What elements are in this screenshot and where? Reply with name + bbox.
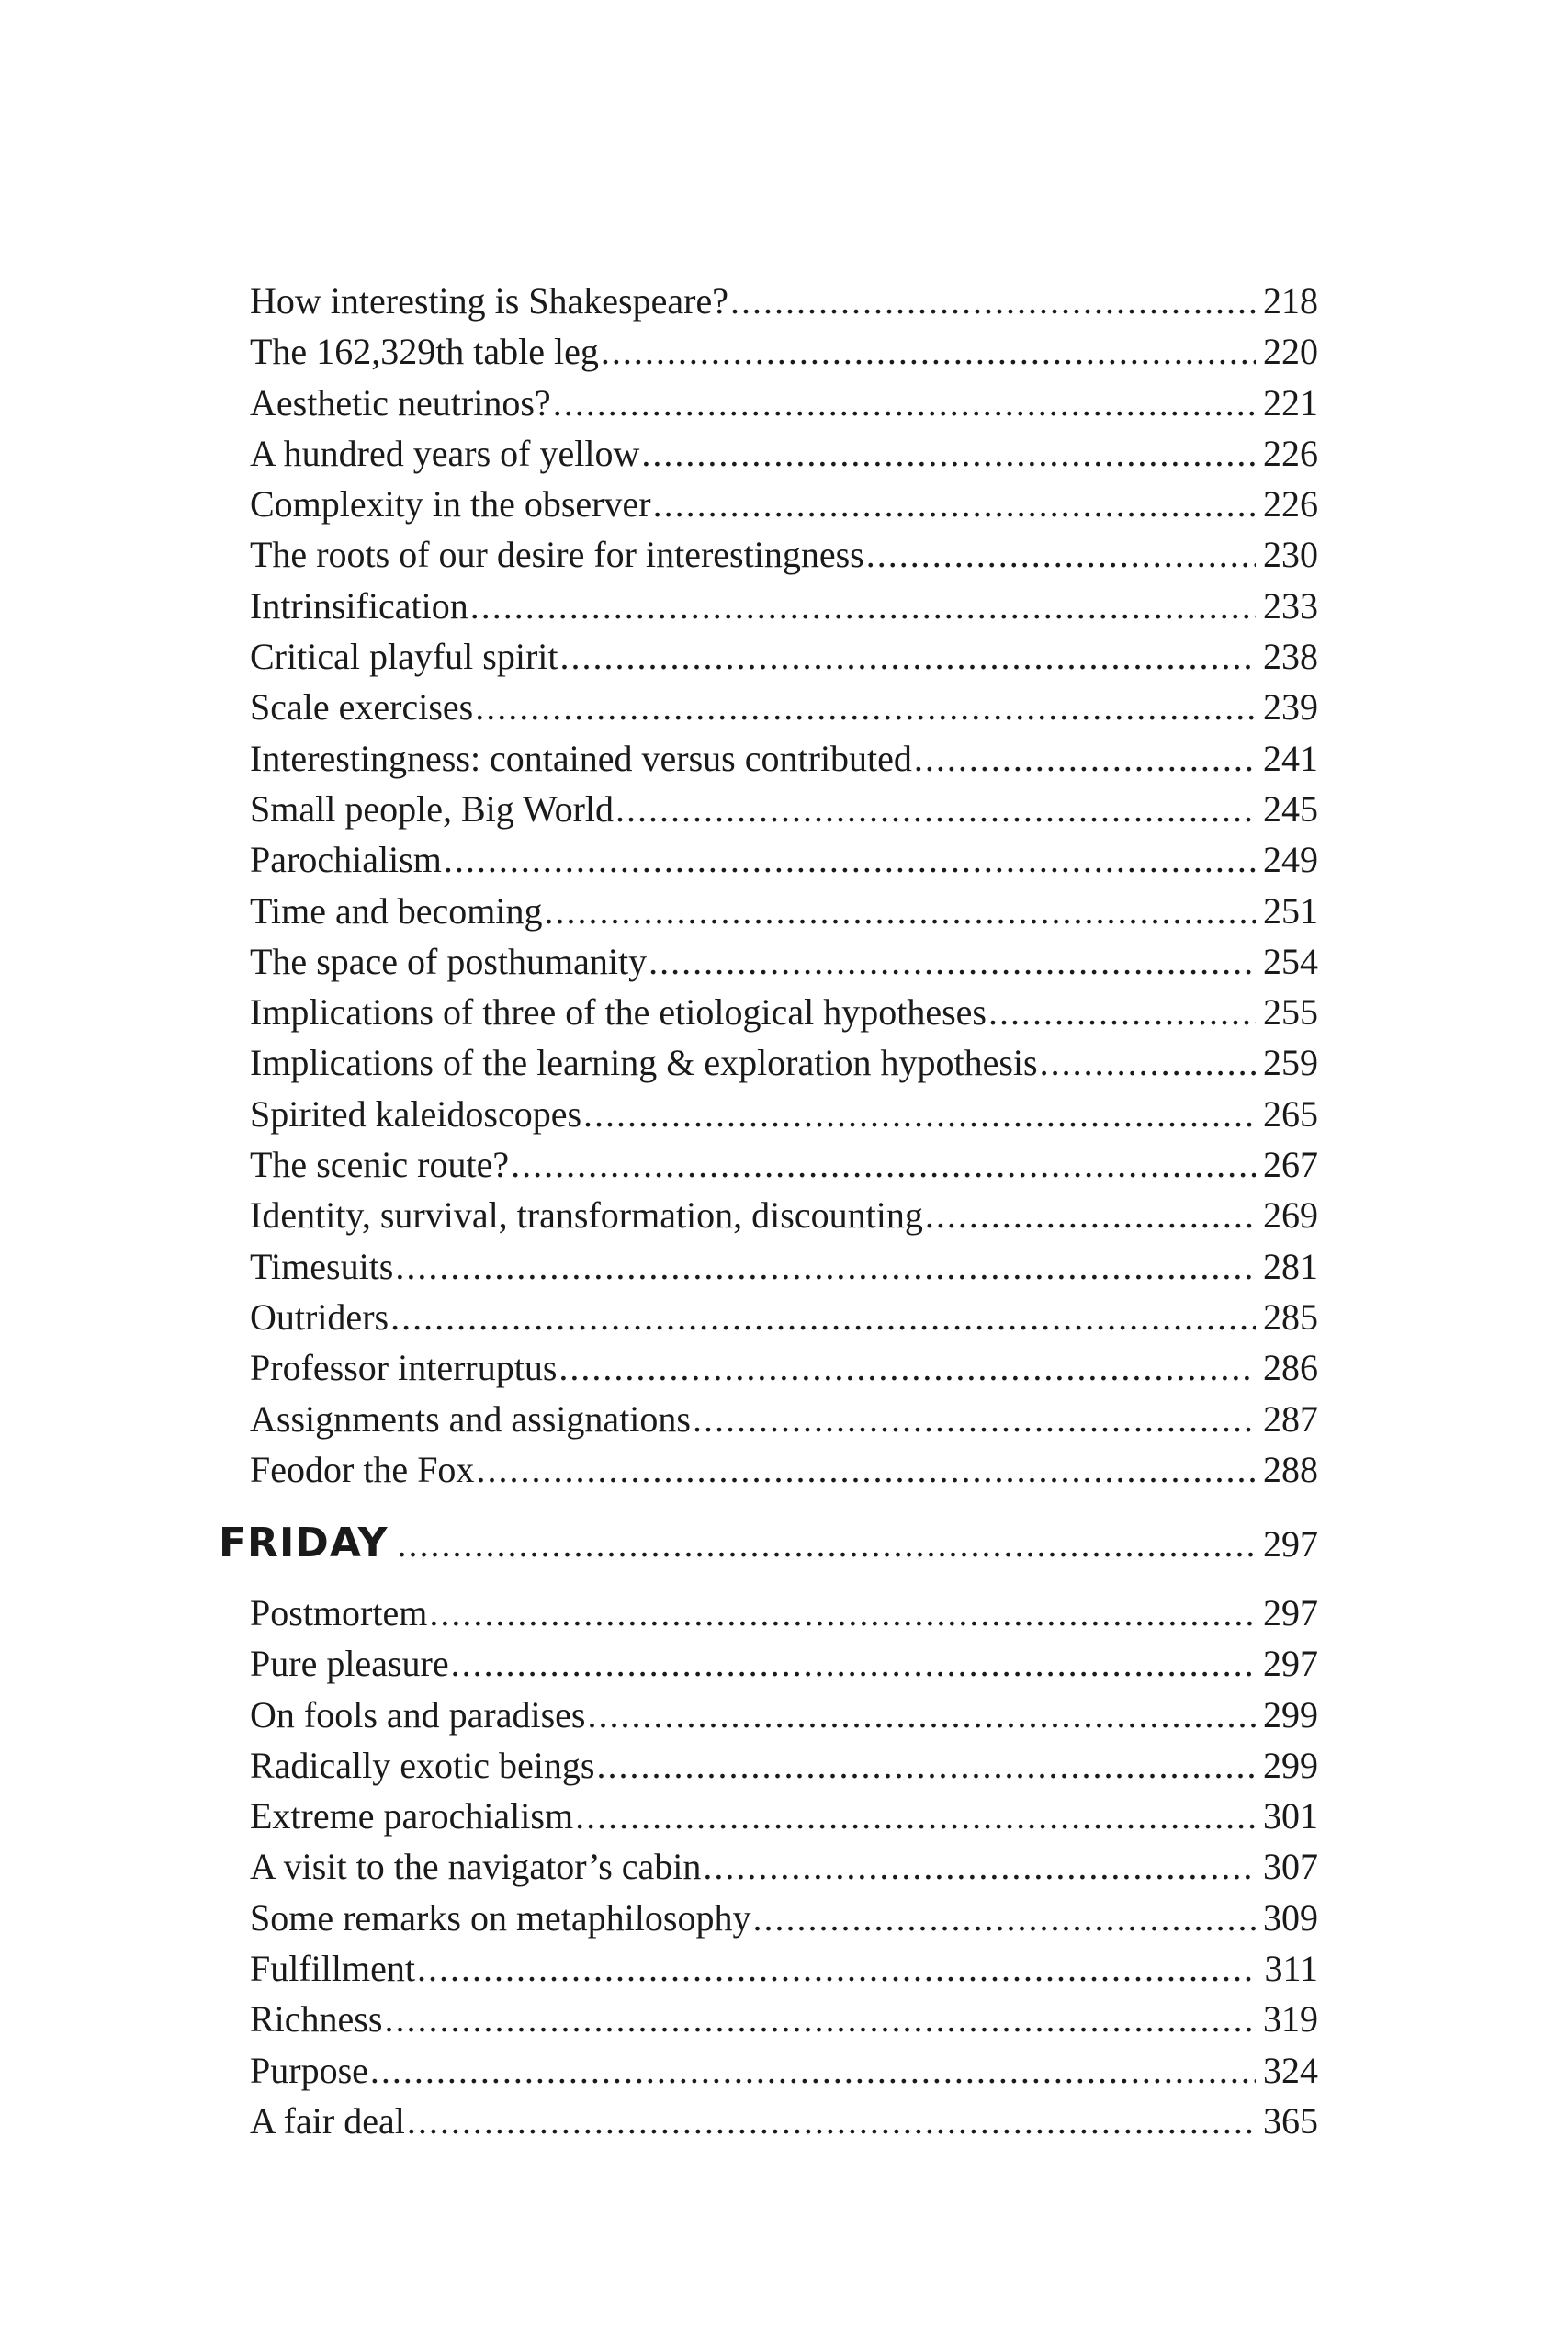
dot-leader xyxy=(451,1638,1256,1689)
toc-entry xyxy=(250,1994,1318,2044)
toc-entry-page: 245 xyxy=(1263,787,1318,830)
toc-entry xyxy=(250,733,1318,784)
toc-entry xyxy=(250,1791,1318,1841)
toc-entry-page: 226 xyxy=(1263,483,1318,526)
dot-leader xyxy=(1040,1037,1256,1088)
toc-entry xyxy=(250,581,1318,631)
toc-list-before-friday xyxy=(250,276,1318,1495)
dot-leader xyxy=(615,784,1256,834)
dot-leader xyxy=(583,1089,1256,1139)
toc-entry xyxy=(250,529,1318,580)
toc-entry-title: The roots of our desire for interestingness xyxy=(250,534,864,576)
toc-entry xyxy=(250,2096,1318,2146)
toc-entry xyxy=(250,631,1318,682)
dot-leader xyxy=(384,1994,1256,2044)
toc-entry xyxy=(250,1190,1318,1240)
toc-entry-title: A fair deal xyxy=(250,2099,405,2142)
toc-entry-title: On fools and paradises xyxy=(250,1693,586,1736)
toc-entry-page: 218 xyxy=(1263,280,1318,322)
toc-entry-page: 249 xyxy=(1263,839,1318,881)
toc-entry xyxy=(250,886,1318,936)
toc-entry-page: 230 xyxy=(1263,534,1318,576)
toc-entry-page: 226 xyxy=(1263,432,1318,474)
toc-entry-title: Pure pleasure xyxy=(250,1643,449,1685)
toc-entry-title: The scenic route? xyxy=(250,1144,510,1186)
toc-entry-title: Purpose xyxy=(250,2049,368,2091)
toc-entry-page: 285 xyxy=(1263,1295,1318,1338)
toc-entry-title: A visit to the navigator’s cabin xyxy=(250,1846,702,1888)
toc-entry xyxy=(250,1841,1318,1892)
toc-entry xyxy=(250,479,1318,529)
toc-entry-page: 324 xyxy=(1263,2049,1318,2091)
dot-leader xyxy=(370,2045,1256,2096)
toc-entry-page: 241 xyxy=(1263,737,1318,779)
toc-entry-page: 220 xyxy=(1263,331,1318,373)
dot-leader xyxy=(575,1791,1256,1841)
dot-leader xyxy=(417,1943,1257,1994)
toc-entry xyxy=(250,1638,1318,1689)
toc-entry-title: How interesting is Shakespeare? xyxy=(250,280,728,322)
toc-entry-title: Parochialism xyxy=(250,839,442,881)
dot-leader xyxy=(545,886,1257,936)
toc-entry-title: Identity, survival, transformation, discounting xyxy=(250,1194,923,1237)
toc-entry xyxy=(250,682,1318,732)
dot-leader xyxy=(444,834,1256,885)
section-heading-friday xyxy=(219,1514,1318,1573)
toc-entry-title: Some remarks on metaphilosophy xyxy=(250,1896,751,1939)
toc-entry xyxy=(250,378,1318,428)
toc-entry xyxy=(250,276,1318,326)
toc-entry-title: Implications of three of the etiological hypotheses xyxy=(250,991,987,1034)
toc-entry-title: Assignments and assignations xyxy=(250,1397,691,1440)
toc-entry-title: Richness xyxy=(250,1998,383,2041)
dot-leader xyxy=(649,936,1256,987)
toc-entry-title: Fulfillment xyxy=(250,1948,415,1990)
toc-entry xyxy=(250,1241,1318,1292)
dot-leader xyxy=(641,428,1256,479)
dot-leader xyxy=(925,1190,1256,1240)
toc-entry-title: Extreme parochialism xyxy=(250,1795,574,1838)
toc-entry xyxy=(250,1089,1318,1139)
toc-entry xyxy=(250,326,1318,377)
toc-entry-page: 233 xyxy=(1263,584,1318,627)
toc-entry xyxy=(250,1444,1318,1495)
toc-entry xyxy=(250,428,1318,479)
dot-leader xyxy=(476,1444,1256,1495)
toc-entry xyxy=(250,1342,1318,1393)
toc-entry-page: 299 xyxy=(1263,1744,1318,1786)
toc-entry-page: 238 xyxy=(1263,636,1318,678)
dot-leader xyxy=(703,1841,1256,1892)
toc-entry xyxy=(250,1292,1318,1342)
toc-entry-title: Timesuits xyxy=(250,1245,394,1287)
toc-entry-page: 281 xyxy=(1263,1245,1318,1287)
toc-entry-page: 309 xyxy=(1263,1896,1318,1939)
dot-leader xyxy=(558,1342,1256,1393)
toc-entry-title: Postmortem xyxy=(250,1592,428,1634)
toc-entry-title: Aesthetic neutrinos? xyxy=(250,381,551,424)
section-title: FRIDAY xyxy=(219,1520,389,1566)
toc-entry-page: 297 xyxy=(1263,1643,1318,1685)
dot-leader xyxy=(407,2096,1256,2146)
toc-entry-page: 307 xyxy=(1263,1846,1318,1888)
toc-entry xyxy=(250,1394,1318,1444)
toc-entry xyxy=(250,1893,1318,1943)
toc-entry-title: Outriders xyxy=(250,1295,389,1338)
toc-entry-title: Radically exotic beings xyxy=(250,1744,595,1786)
toc-entry-title: Feodor the Fox xyxy=(250,1448,475,1490)
dot-leader xyxy=(653,479,1256,529)
dot-leader xyxy=(475,682,1256,732)
toc-entry-title: Critical playful spirit xyxy=(250,636,558,678)
toc-entry-title: Professor interruptus xyxy=(250,1347,558,1389)
toc-entry xyxy=(250,784,1318,834)
dot-leader xyxy=(914,733,1256,784)
dot-leader xyxy=(693,1394,1256,1444)
dot-leader xyxy=(988,987,1256,1037)
toc-entry xyxy=(250,987,1318,1037)
toc-entry xyxy=(250,1943,1318,1994)
toc-entry-page: 286 xyxy=(1263,1347,1318,1389)
toc-entry-page: 311 xyxy=(1264,1948,1318,1990)
toc-entry-page: 269 xyxy=(1263,1194,1318,1237)
toc-entry-page: 259 xyxy=(1263,1042,1318,1084)
dot-leader xyxy=(470,581,1256,631)
dot-leader xyxy=(398,1515,1256,1573)
toc-entry-page: 365 xyxy=(1263,2099,1318,2142)
toc-entry-page: 319 xyxy=(1263,1998,1318,2041)
dot-leader xyxy=(553,378,1256,428)
toc-entry-page: 267 xyxy=(1263,1144,1318,1186)
toc-entry-page: 265 xyxy=(1263,1092,1318,1135)
toc-entry-page: 299 xyxy=(1263,1693,1318,1736)
dot-leader xyxy=(866,529,1256,580)
dot-leader xyxy=(390,1292,1256,1342)
toc-entry xyxy=(250,936,1318,987)
toc-entry-page: 254 xyxy=(1263,940,1318,982)
dot-leader xyxy=(730,276,1256,326)
toc-entry xyxy=(250,834,1318,885)
toc-entry-title: A hundred years of yellow xyxy=(250,432,640,474)
toc-entry-title: Spirited kaleidoscopes xyxy=(250,1092,582,1135)
dot-leader xyxy=(560,631,1257,682)
toc-entry xyxy=(250,1740,1318,1791)
toc-entry-title: Intrinsification xyxy=(250,584,468,627)
section-page: 297 xyxy=(1263,1523,1318,1565)
toc-entry-page: 221 xyxy=(1263,381,1318,424)
toc-entry-title: Interestingness: contained versus contributed xyxy=(250,737,912,779)
toc-entry-page: 301 xyxy=(1263,1795,1318,1838)
toc-entry-page: 255 xyxy=(1263,991,1318,1034)
dot-leader xyxy=(395,1241,1256,1292)
toc-entry xyxy=(250,1139,1318,1190)
toc-entry-page: 251 xyxy=(1263,889,1318,932)
dot-leader xyxy=(587,1690,1256,1740)
toc-entry-page: 288 xyxy=(1263,1448,1318,1490)
toc-entry xyxy=(250,1588,1318,1638)
toc-entry-title: The 162,329th table leg xyxy=(250,331,599,373)
toc-entry-title: Small people, Big World xyxy=(250,787,615,830)
toc-entry xyxy=(250,1037,1318,1088)
dot-leader xyxy=(429,1588,1256,1638)
toc-entry-page: 287 xyxy=(1263,1397,1318,1440)
toc-entry-title: Complexity in the observer xyxy=(250,483,651,526)
dot-leader xyxy=(601,326,1256,377)
toc-entry xyxy=(250,2045,1318,2096)
toc-entry xyxy=(250,1690,1318,1740)
dot-leader xyxy=(596,1740,1256,1791)
toc-entry-title: Implications of the learning & exploration hypothesis xyxy=(250,1042,1038,1084)
dot-leader xyxy=(752,1893,1256,1943)
toc-entry-page: 239 xyxy=(1263,686,1318,729)
dot-leader xyxy=(511,1139,1256,1190)
toc-entry-page: 297 xyxy=(1263,1592,1318,1634)
toc-entry-title: The space of posthumanity xyxy=(250,940,648,982)
toc-list-friday xyxy=(250,1588,1318,2146)
toc-entry-title: Time and becoming xyxy=(250,889,543,932)
toc-entry-title: Scale exercises xyxy=(250,686,474,729)
